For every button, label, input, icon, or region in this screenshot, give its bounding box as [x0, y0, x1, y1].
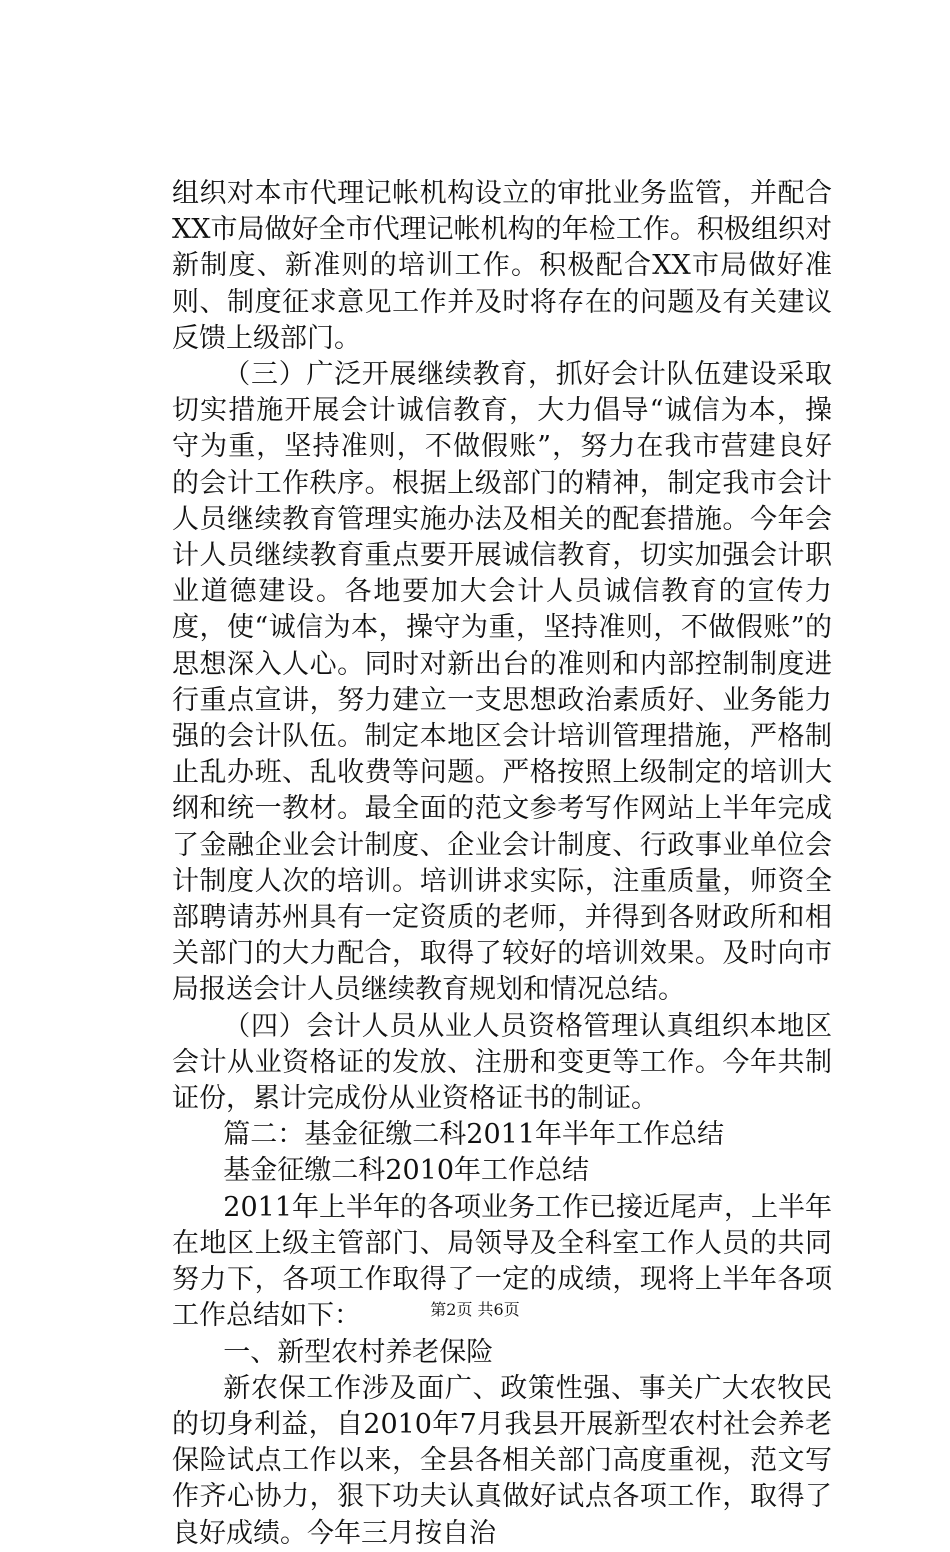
heading-summary-title: 基金征缴二科2010年工作总结 — [223, 1155, 590, 1187]
paragraph-continuation: 组织对本市代理记帐机构设立的审批业务监管，并配合XX市局做好全市代理记帐机构的年检工作。积极组织对新制度、新准则的培训工作。积极配合XX市局做好准则、制度征求意见工作并及时将存在的问题及有关建议反馈上级部门。 — [172, 178, 832, 354]
heading-part-two: 篇二：基金征缴二科2011年半年工作总结 — [223, 1119, 725, 1151]
paragraph-intro: 2011年上半年的各项业务工作已接近尾声，上半年在地区上级主管部门、局领导及全科室工作人员的共同努力下，各项工作取得了一定的成绩，现将上半年各项工作总结如下： — [172, 1191, 833, 1332]
paragraph-section-three: （三）广泛开展继续教育，抓好会计队伍建设采取切实措施开展会计诚信教育，大力倡导“诚信为本，操守为重，坚持准则，不做假账”，努力在我市营建良好的会计工作秩序。根据上级部门的精神，制定我市会计人员继续教育管理实施办法及相关的配套措施。今年会计人员继续教育重点要开展诚信教育，切实加强会计职业道德建设。各地要加大会计人员诚信教育的宣传力度，使“诚信为本，操守为重，坚持准则，不做假账”的思想深入人心。同时对新出台的准则和内部控制制度进行重点宣讲，努力建立一支思想政治素质好、业务能力强的会计队伍。制定本地区会计培训管理措施，严格制止乱办班、乱收费等问题。严格按照上级制定的培训大纲和统一教材。最全面的范文参考写作网站上半年完成了金融企业会计制度、企业会计制度、行政事业单位会计制度人次的培训。培训讲求实际，注重质量，师资全部聘请苏州具有一定资质的老师，并得到各财政所和相关部门的大力配合，取得了较好的培训效果。及时向市局报送会计人员继续教育规划和情况总结。 — [172, 359, 832, 1006]
page-footer: 第2页 共6页 — [430, 1300, 520, 1319]
document-body — [172, 176, 832, 1552]
heading-section-one: 一、新型农村养老保险 — [223, 1336, 494, 1368]
paragraph-rural-pension: 新农保工作涉及面广、政策性强、事关广大农牧民的切身利益，自2010年7月我县开展新型农村社会养老保险试点工作以来，全县各相关部门高度重视，范文写作齐心协力，狠下功夫认真做好试点各项工作，取得了良好成绩。今年三月按自治 — [172, 1372, 832, 1549]
paragraph-section-four: （四）会计人员从业人员资格管理认真组织本地区会计从业资格证的发放、注册和变更等工作。今年共制证份，累计完成份从业资格证书的制证。 — [172, 1010, 832, 1115]
